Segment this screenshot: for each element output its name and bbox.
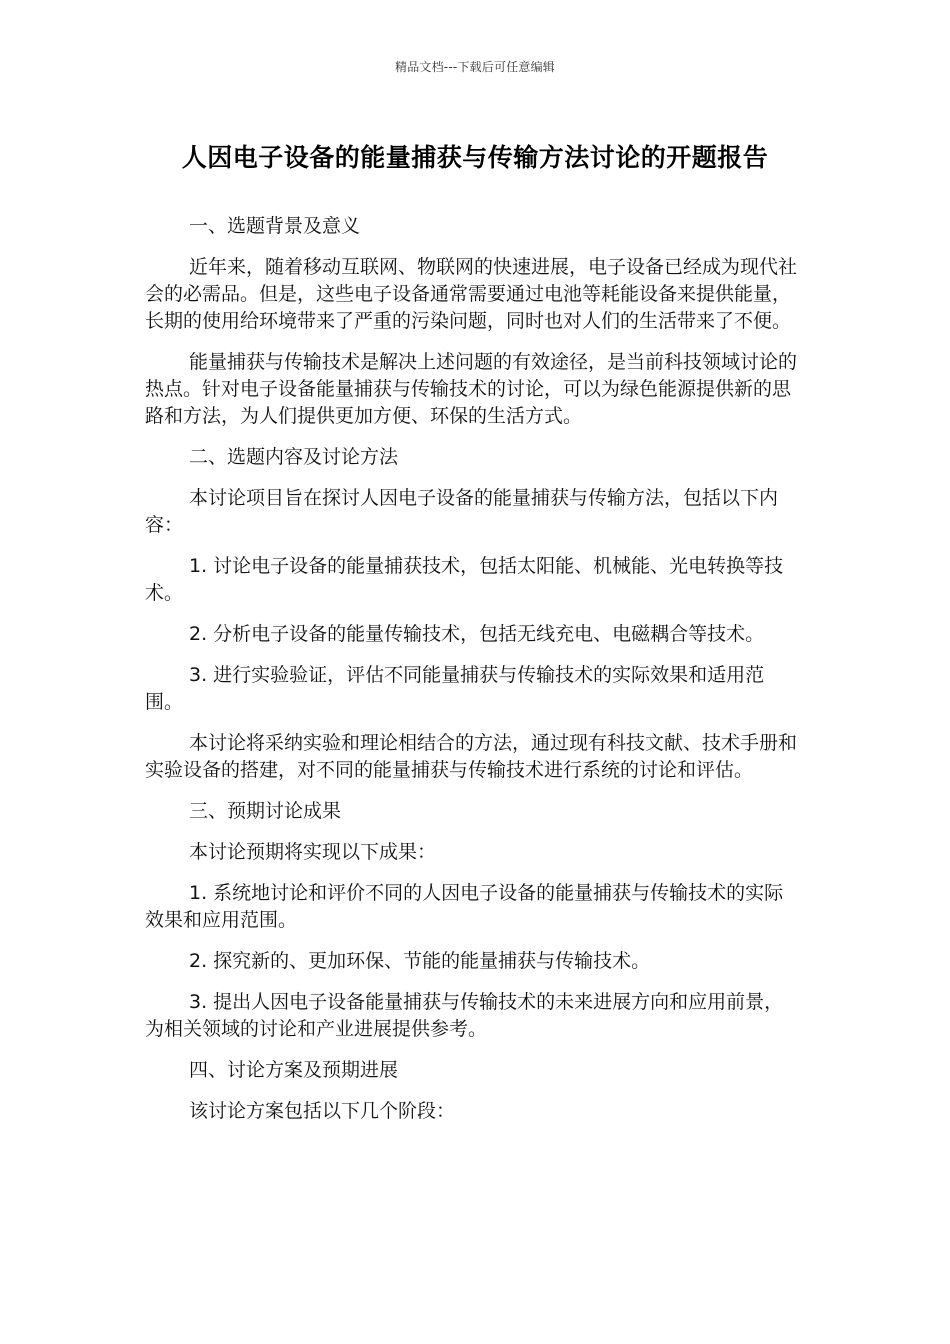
document-title: 人因电子设备的能量捕获与传输方法讨论的开题报告 [181, 143, 769, 172]
paragraph-background-2: 能量捕获与传输技术是解决上述问题的有效途径，是当前科技领域讨论的热点。针对电子设备能量捕获与传输技术的讨论，可以为绿色能源提供新的思路和方法，为人们提供更加方便、环保的生活方式。 [145, 351, 798, 427]
list-item-result-1: 1. 系统地讨论和评价不同的人因电子设备的能量捕获与传输技术的实际效果和应用范围。 [145, 882, 784, 931]
section-heading-expected-results: 三、预期讨论成果 [189, 800, 342, 822]
section-heading-content-method: 二、选题内容及讨论方法 [189, 446, 399, 468]
section-heading-background: 一、选题背景及意义 [189, 215, 361, 237]
paragraph-method: 本讨论将采纳实验和理论相结合的方法，通过现有科技文献、技术手册和实验设备的搭建，对不同的能量捕获与传输技术进行系统的讨论和评估。 [145, 732, 798, 781]
list-item-result-2: 2. 探究新的、更加环保、节能的能量捕获与传输技术。 [189, 950, 651, 972]
list-item-content-1: 1. 讨论电子设备的能量捕获技术，包括太阳能、机械能、光电转换等技术。 [145, 555, 784, 604]
section-heading-plan: 四、讨论方案及预期进展 [189, 1059, 399, 1081]
paragraph-results-intro: 本讨论预期将实现以下成果： [189, 841, 437, 863]
list-item-result-3: 3. 提出人因电子设备能量捕获与传输技术的未来进展方向和应用前景，为相关领域的讨论和产业进展提供参考。 [145, 991, 784, 1040]
paragraph-background-1: 近年来，随着移动互联网、物联网的快速进展，电子设备已经成为现代社会的必需品。但是，这些电子设备通常需要通过电池等耗能设备来提供能量，长期的使用给环境带来了严重的污染问题，同时也对人们的生活带来了不便。 [145, 256, 798, 332]
list-item-content-3: 3. 进行实验验证，评估不同能量捕获与传输技术的实际效果和适用范围。 [145, 664, 765, 713]
list-item-content-2: 2. 分析电子设备的能量传输技术，包括无线充电、电磁耦合等技术。 [189, 623, 765, 645]
header-note: 精品文档---下载后可任意编辑 [395, 60, 555, 74]
document-body [145, 213, 800, 1139]
paragraph-plan-intro: 该讨论方案包括以下几个阶段： [189, 1100, 456, 1122]
paragraph-content-intro: 本讨论项目旨在探讨人因电子设备的能量捕获与传输方法，包括以下内容： [145, 487, 779, 536]
